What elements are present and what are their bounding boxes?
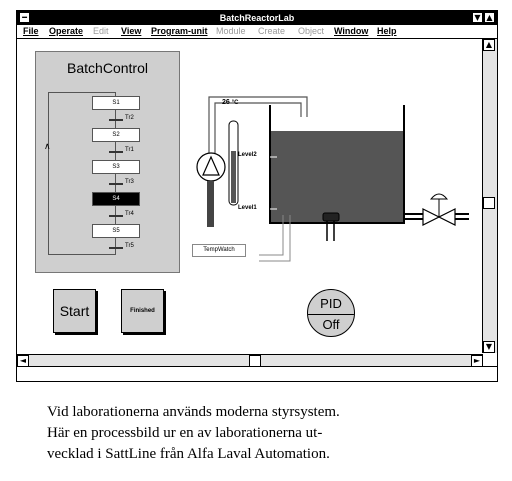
temperature-readout <box>222 99 238 106</box>
scroll-right-icon[interactable]: ► <box>471 355 483 367</box>
pid-controller-button[interactable] <box>307 289 355 337</box>
valve-actuator-icon <box>431 194 447 199</box>
outlet-valve-icon-right[interactable] <box>439 209 455 225</box>
outlet-valve-icon[interactable] <box>423 209 439 225</box>
scroll-up-icon[interactable]: ▲ <box>483 39 495 51</box>
temperature-value: 26 <box>222 99 230 106</box>
temperature-unit: °C <box>231 100 239 106</box>
loop-line <box>48 92 49 254</box>
status-bar <box>17 366 497 381</box>
start-button[interactable]: Start <box>53 289 96 333</box>
caption-line: Vid laborationerna används moderna styrsystem. <box>47 404 340 420</box>
tempwatch-box[interactable]: TempWatch <box>192 244 246 257</box>
process-graphic-canvas <box>17 39 483 353</box>
caption-line: vecklad i SattLine från Alfa Laval Automation. <box>47 446 330 462</box>
application-window <box>16 10 498 382</box>
batch-control-panel <box>35 51 180 273</box>
minimize-icon[interactable]: ▼ <box>472 12 483 23</box>
reactor-diagram <box>187 59 477 269</box>
menu-module[interactable]: Module <box>216 26 246 36</box>
step-s1[interactable]: S1 <box>92 96 140 110</box>
caption-line: Här en processbild ur en av laborationerna ut- <box>47 425 323 441</box>
vertical-scroll-thumb[interactable] <box>483 197 495 209</box>
menu-window[interactable]: Window <box>334 26 369 36</box>
transition-tr1-label: Tr1 <box>125 147 134 153</box>
loop-line-bottom <box>48 254 116 255</box>
transition-tr4-bar[interactable] <box>109 215 123 217</box>
loop-arrow-icon: ∧ <box>44 142 51 152</box>
finished-button[interactable]: Finished <box>121 289 164 333</box>
menu-bar <box>17 25 497 39</box>
heater-icon <box>323 213 339 221</box>
menu-edit[interactable]: Edit <box>93 26 109 36</box>
thermometer-mercury <box>231 151 236 203</box>
level1-label: Level1 <box>238 205 257 211</box>
step-s2[interactable]: S2 <box>92 128 140 142</box>
window-title: BatchReactorLab <box>219 13 295 23</box>
menu-object[interactable]: Object <box>298 26 325 36</box>
title-bar[interactable] <box>17 11 497 25</box>
pid-state: Off <box>322 317 340 332</box>
transition-tr5-label: Tr5 <box>125 243 134 249</box>
level2-label: Level2 <box>238 152 257 158</box>
transition-tr2-bar[interactable] <box>109 119 123 121</box>
transition-tr3-label: Tr3 <box>125 179 134 185</box>
menu-program-unit[interactable]: Program-unit <box>151 26 208 36</box>
pump-outlet-pipe <box>207 181 214 227</box>
system-menu-icon[interactable]: ━ <box>19 12 30 23</box>
batch-control-title: BatchControl <box>67 60 148 76</box>
maximize-icon[interactable]: ▲ <box>484 12 495 23</box>
menu-create[interactable]: Create <box>258 26 286 36</box>
loop-line-top <box>48 92 116 93</box>
step-s4-active[interactable]: S4 <box>92 192 140 206</box>
transition-tr2-label: Tr2 <box>125 115 134 121</box>
pid-label: PID <box>320 296 342 311</box>
scroll-down-icon[interactable]: ▼ <box>483 341 495 353</box>
step-s3[interactable]: S3 <box>92 160 140 174</box>
menu-operate[interactable]: Operate <box>49 26 84 36</box>
menu-file[interactable]: File <box>23 26 39 36</box>
menu-help[interactable]: Help <box>377 26 397 36</box>
tank-liquid <box>270 131 404 223</box>
vertical-scrollbar[interactable] <box>482 39 497 353</box>
transition-tr4-label: Tr4 <box>125 211 134 217</box>
transition-tr5-bar[interactable] <box>109 247 123 249</box>
transition-tr1-bar[interactable] <box>109 151 123 153</box>
step-s5[interactable]: S5 <box>92 224 140 238</box>
menu-view[interactable]: View <box>121 26 142 36</box>
pid-divider <box>308 314 354 315</box>
caption-text <box>47 402 467 465</box>
scroll-left-icon[interactable]: ◄ <box>17 355 29 367</box>
transition-tr3-bar[interactable] <box>109 183 123 185</box>
